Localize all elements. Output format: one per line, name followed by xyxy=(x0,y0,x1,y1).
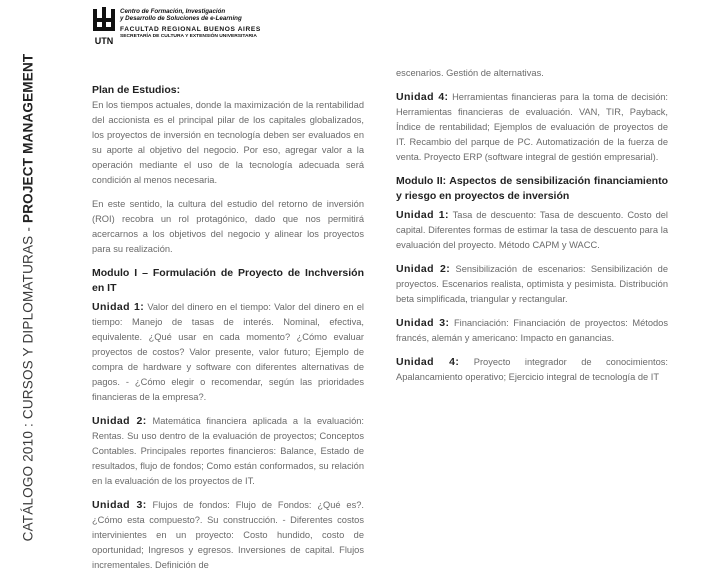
unit-label: Unidad 3: xyxy=(396,317,450,329)
utn-logo xyxy=(92,6,292,50)
unit-text: Valor del dinero en el tiempo: Valor del dinero en el tiempo: Manejo de tasas de interés. Nominal, efectiva, equivalente. ¿Qué usar en cada momento? ¿Cómo evaluar proyectos de costos? Valor presente, valor futuro; Ejemplo de compra de hardware y software con diferentes alternativas de pagos. - ¿Cómo elegir o recomendar, según las prioridades financieras de la empresa?. xyxy=(92,302,364,402)
unit-label: Unidad 1: xyxy=(396,209,449,221)
intro-paragraph-1: En los tiempos actuales, donde la maximización de la rentabilidad del accionista es el principal pilar de los capitales globalizados, los proyectos de inversión en tecnología deben ser evaluados en su aporte al objetivo del negocio. Por eso, agregar valor a la operación mediante el uso de la tecnología adecuada será condición al menos necesaria. xyxy=(92,100,364,185)
logo-text xyxy=(120,8,300,41)
unit-text: Flujos de fondos: Flujo de Fondos: ¿Qué es?. ¿Cómo esta compuesto?. Su construcción. - Diferentes costos intervinientes en un proyecto: Costo hundido, costo de oportunidad; Ingresos y egresos. Inversiones de capital. Flujos incrementales. Definición de xyxy=(92,500,364,570)
unit-text: Tasa de descuento: Tasa de descuento. Costo del capital. Diferentes formas de estimar la tasa de descuento para la evaluación del proyecto. Método CAPM y WACC. xyxy=(396,210,669,250)
unit-text: Financiación: Financiación de proyectos: Métodos francés, alemán y americano: Impacto en ganancias. xyxy=(396,318,668,343)
unit-label: Unidad 1: xyxy=(92,301,145,313)
logo-line-1: Centro de Formación, Investigación xyxy=(120,8,226,15)
unit-label: Unidad 2: xyxy=(396,263,451,275)
unit-label: Unidad 3: xyxy=(92,499,147,511)
unit-text: Sensibilización de escenarios: Sensibilización de proyectos. Escenarios realista, optimista y pesimista. Distribución beta simplificada, triangular y rectangular. xyxy=(396,264,668,304)
module-1-unit-1 xyxy=(92,300,364,405)
module-2-unit-1 xyxy=(396,208,668,253)
module-1-unit-3 xyxy=(92,498,364,573)
logo-line-4: SECRETARÍA DE CULTURA Y EXTENSIÓN UNIVERSITARIA xyxy=(120,34,257,40)
module-2-unit-3 xyxy=(396,316,668,346)
unit-label: Unidad 4: xyxy=(396,356,460,368)
logo-line-2: y Desarrollo de Soluciones de e-Learning xyxy=(120,15,242,23)
intro-paragraph-2: En este sentido, la cultura del estudio del retorno de inversión (ROI) recobra un rol protagónico, dado que nos permitirá acercarnos a los objetivos del negocio y alinear los proyectos para su realización. xyxy=(92,199,364,254)
program-label: PROJECT MANAGEMENT xyxy=(20,53,36,224)
right-column xyxy=(396,66,668,394)
module-1-unit-2 xyxy=(92,414,364,489)
unit-text: Proyecto integrador de conocimientos: Apalancamiento operativo; Ejercicio integral de tecnología de IT xyxy=(396,357,669,382)
sidebar-vertical-title xyxy=(2,0,42,546)
logo-line-3: FACULTAD REGIONAL BUENOS AIRES xyxy=(120,25,261,33)
utn-logo-icon xyxy=(92,6,116,50)
module-1-unit-4 xyxy=(396,90,668,165)
plan-title: Plan de Estudios: xyxy=(92,84,181,96)
module-2-unit-4 xyxy=(396,355,668,385)
unit-text: Matemática financiera aplicada a la evaluación: Rentas. Su uso dentro de la evaluación de proyectos; Conceptos Contables. Principales reportes financieros: Balance, Estado de resultados, flujo de fondos; Como están conformados, su relación en la evaluación de los proyectos de IT. xyxy=(92,416,364,486)
module-2-title: Modulo II: Aspectos de sensibilización financiamiento y riesgo en proyectos de inversión xyxy=(396,175,668,202)
module-2-unit-2 xyxy=(396,262,668,307)
sidebar-title-text xyxy=(21,18,36,578)
continued-text: escenarios. Gestión de alternativas. xyxy=(396,68,544,78)
unit-label: Unidad 2: xyxy=(92,415,147,427)
unit-text: Herramientas financieras para la toma de decisión: Herramientas financieras de evaluación. VAN, TIR, Payback, Índice de rentabilidad; Ejemplos de evaluación de proyectos de IT. Recambio del parque de PC. Automatización de la fuerza de venta. Proyecto ERP (software integral de gestión empresarial). xyxy=(396,92,669,162)
catalog-label: CATÁLOGO 2010 : CURSOS Y DIPLOMATURAS - xyxy=(20,226,36,542)
unit-label: Unidad 4: xyxy=(396,91,449,103)
logo-mark-text: UTN xyxy=(94,36,114,46)
module-1-title: Modulo I – Formulación de Proyecto de Inchversión en IT xyxy=(92,267,364,294)
left-column xyxy=(92,83,364,582)
